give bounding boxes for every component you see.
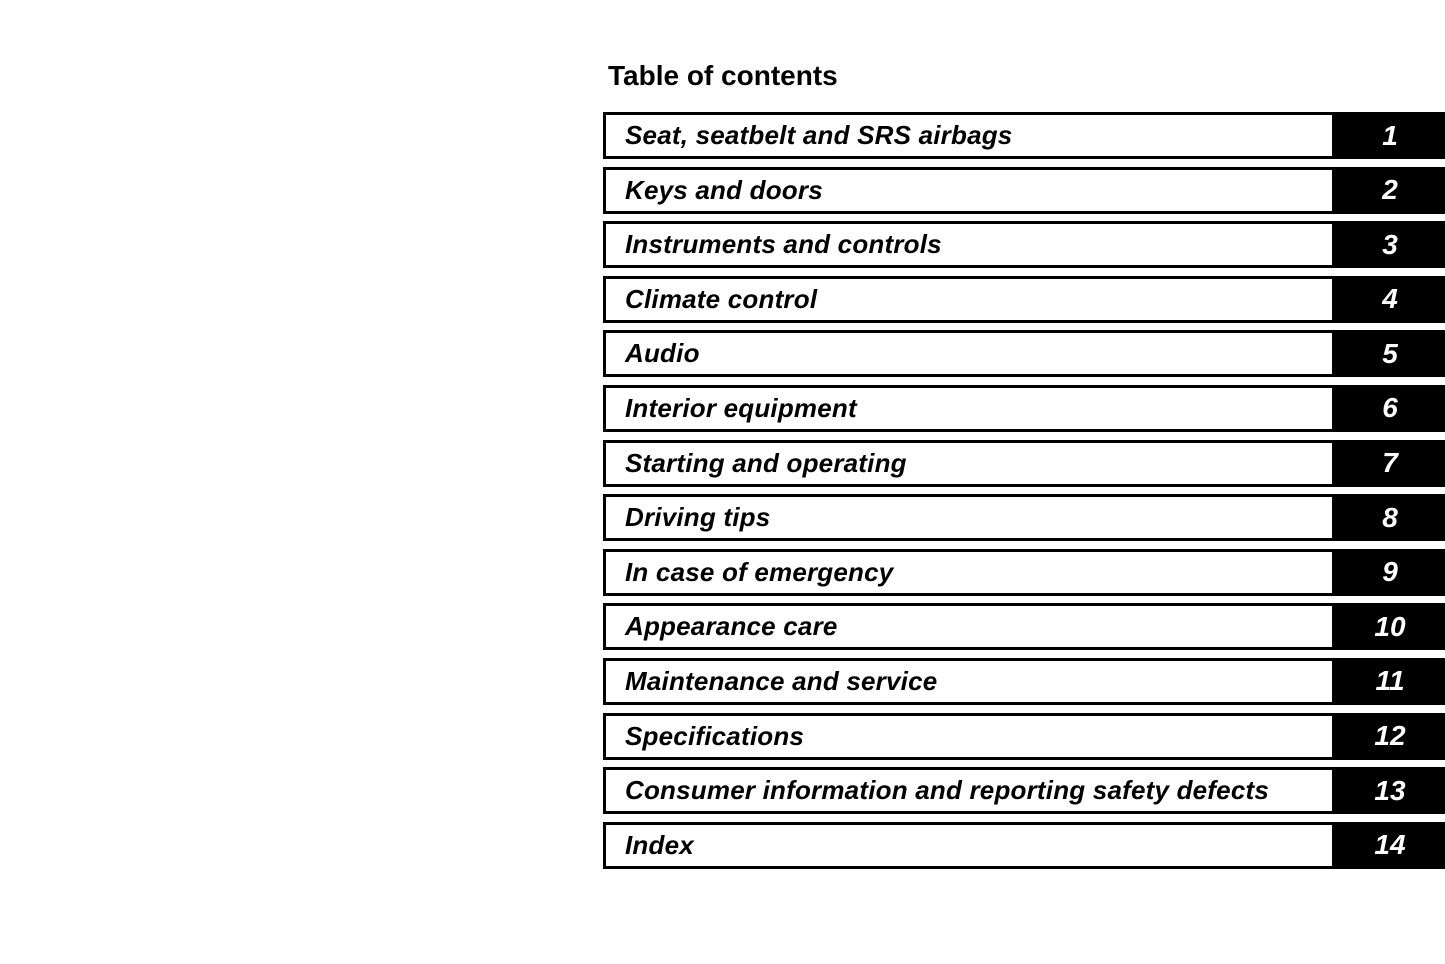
toc-chapter-label: Driving tips: [625, 502, 771, 533]
toc-row[interactable]: [603, 549, 1445, 596]
toc-chapter-label: Climate control: [625, 283, 818, 314]
toc-chapter-label-box[interactable]: [603, 549, 1335, 596]
toc-chapter-label-box[interactable]: [603, 112, 1335, 159]
toc-chapter-number: 3: [1382, 228, 1398, 260]
toc-chapter-number: 2: [1382, 174, 1398, 206]
toc-chapter-number-tab[interactable]: [1335, 713, 1445, 760]
toc-row[interactable]: [603, 603, 1445, 650]
toc-chapter-label: Maintenance and service: [625, 665, 938, 696]
toc-chapter-label-box[interactable]: [603, 713, 1335, 760]
toc-chapter-number: 10: [1374, 610, 1406, 642]
toc-chapter-label-box[interactable]: [603, 767, 1335, 814]
toc-chapter-label: Starting and operating: [625, 447, 907, 478]
toc-chapter-number: 6: [1382, 392, 1398, 424]
toc-chapter-number-tab[interactable]: [1335, 167, 1445, 214]
toc-list: [603, 112, 1445, 869]
toc-row[interactable]: [603, 440, 1445, 487]
toc-chapter-number: 4: [1382, 283, 1398, 315]
toc-chapter-label-box[interactable]: [603, 658, 1335, 705]
toc-chapter-number-tab[interactable]: [1335, 385, 1445, 432]
toc-chapter-label-box[interactable]: [603, 440, 1335, 487]
toc-chapter-label: Index: [625, 829, 694, 860]
toc-chapter-number: 8: [1382, 501, 1398, 533]
toc-chapter-number-tab[interactable]: [1335, 658, 1445, 705]
toc-chapter-number-tab[interactable]: [1335, 494, 1445, 541]
toc-row[interactable]: [603, 276, 1445, 323]
toc-chapter-label-box[interactable]: [603, 221, 1335, 268]
toc-chapter-label: Consumer information and reporting safety defects: [625, 775, 1270, 806]
toc-chapter-number: 12: [1374, 720, 1406, 752]
toc-chapter-number-tab[interactable]: [1335, 767, 1445, 814]
toc-chapter-number-tab[interactable]: [1335, 112, 1445, 159]
toc-row[interactable]: [603, 167, 1445, 214]
toc-row[interactable]: [603, 494, 1445, 541]
toc-row[interactable]: [603, 112, 1445, 159]
toc-chapter-number-tab[interactable]: [1335, 440, 1445, 487]
toc-chapter-label-box[interactable]: [603, 385, 1335, 432]
toc-chapter-label-box[interactable]: [603, 330, 1335, 377]
toc-chapter-number-tab[interactable]: [1335, 603, 1445, 650]
toc-chapter-number: 5: [1382, 337, 1398, 369]
toc-chapter-number: 1: [1382, 119, 1398, 151]
toc-row[interactable]: [603, 658, 1445, 705]
toc-chapter-label: In case of emergency: [625, 556, 894, 587]
toc-chapter-label: Appearance care: [625, 611, 838, 642]
toc-row[interactable]: [603, 767, 1445, 814]
toc-chapter-number-tab[interactable]: [1335, 822, 1445, 869]
toc-chapter-number: 7: [1382, 447, 1398, 479]
toc-chapter-number: 14: [1374, 829, 1406, 861]
toc-row[interactable]: [603, 713, 1445, 760]
toc-chapter-number: 13: [1374, 774, 1406, 806]
toc-chapter-label: Keys and doors: [625, 174, 823, 205]
toc-chapter-label-box[interactable]: [603, 276, 1335, 323]
toc-row[interactable]: [603, 221, 1445, 268]
toc-chapter-label: Instruments and controls: [625, 229, 942, 260]
toc-chapter-label: Seat, seatbelt and SRS airbags: [625, 120, 1013, 150]
page-title: Table of contents: [608, 60, 838, 91]
toc-chapter-label-box[interactable]: [603, 167, 1335, 214]
toc-row[interactable]: [603, 822, 1445, 869]
toc-chapter-number: 11: [1375, 665, 1405, 697]
toc-chapter-label: Specifications: [625, 720, 805, 751]
toc-chapter-label-box[interactable]: [603, 494, 1335, 541]
toc-chapter-number: 9: [1382, 556, 1398, 588]
toc-row[interactable]: [603, 385, 1445, 432]
toc-chapter-number-tab[interactable]: [1335, 221, 1445, 268]
toc-chapter-label: Audio: [625, 338, 700, 369]
toc-chapter-label: Interior equipment: [625, 392, 857, 423]
toc-chapter-number-tab[interactable]: [1335, 276, 1445, 323]
toc-row[interactable]: [603, 330, 1445, 377]
toc-chapter-number-tab[interactable]: [1335, 549, 1445, 596]
toc-chapter-label-box[interactable]: [603, 603, 1335, 650]
toc-chapter-number-tab[interactable]: [1335, 330, 1445, 377]
toc-chapter-label-box[interactable]: [603, 822, 1335, 869]
